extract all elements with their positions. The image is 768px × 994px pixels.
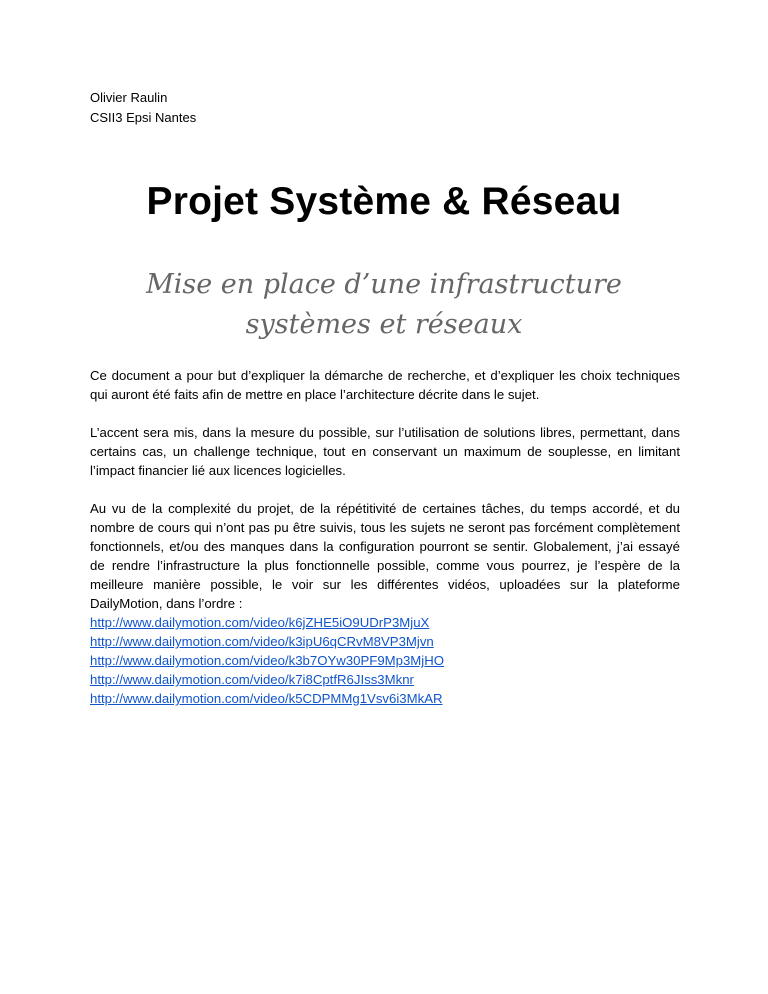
author-name: Olivier Raulin — [90, 90, 168, 105]
list-item — [90, 651, 680, 670]
subtitle-line-1: Mise en place d’une infrastructure — [146, 269, 622, 300]
paragraph-purpose: Ce document a pour but d’expliquer la démarche de recherche, et d’expliquer les choix techniques qui auront été faits afin de mettre en place l’architecture décrite dans le sujet. — [90, 368, 680, 402]
document-title: Projet Système & Réseau — [146, 180, 622, 223]
video-link-2[interactable]: http://www.dailymotion.com/video/k3ipU6qCRvM8VP3Mjvn — [90, 634, 434, 649]
paragraph-complexity: Au vu de la complexité du projet, de la répétitivité de certaines tâches, du temps accordé, et du nombre de cours qui n’ont pas pu être suivis, tous les sujets ne seront pas forcément complètement fonctionnels, et/ou des manques dans la configuration pourront se sentir. Globalement, j’ai essayé de rendre l’infrastructure la plus fonctionnelle possible, comme vous pourrez, je l’espère de la meilleure manière possible, le voir sur les différentes vidéos, uploadées sur la plateforme DailyMotion, dans l’ordre : — [90, 501, 680, 611]
video-link-4[interactable]: http://www.dailymotion.com/video/k7i8CptfR6JIss3Mknr — [90, 672, 414, 687]
video-link-3[interactable]: http://www.dailymotion.com/video/k3b7OYw30PF9Mp3MjHO — [90, 653, 445, 668]
list-item — [90, 689, 680, 708]
document-subtitle — [0, 265, 768, 345]
document-body — [90, 366, 680, 708]
video-link-5[interactable]: http://www.dailymotion.com/video/k5CDPMMg1Vsv6i3MkAR — [90, 691, 443, 706]
list-item — [90, 632, 680, 651]
list-item — [90, 670, 680, 689]
video-link-1[interactable]: http://www.dailymotion.com/video/k6jZHE5iO9UDrP3MjuX — [90, 615, 430, 630]
paragraph-free-software: L’accent sera mis, dans la mesure du possible, sur l’utilisation de solutions libres, permettant, dans certains cas, un challenge technique, tout en conservant un maximum de souplesse, en limitant l’impact financier lié aux licences logicielles. — [90, 425, 680, 478]
video-link-list — [90, 613, 680, 708]
author-block — [90, 88, 196, 128]
author-school: CSII3 Epsi Nantes — [90, 110, 197, 125]
list-item — [90, 613, 680, 632]
subtitle-line-2: systèmes et réseaux — [245, 309, 523, 340]
